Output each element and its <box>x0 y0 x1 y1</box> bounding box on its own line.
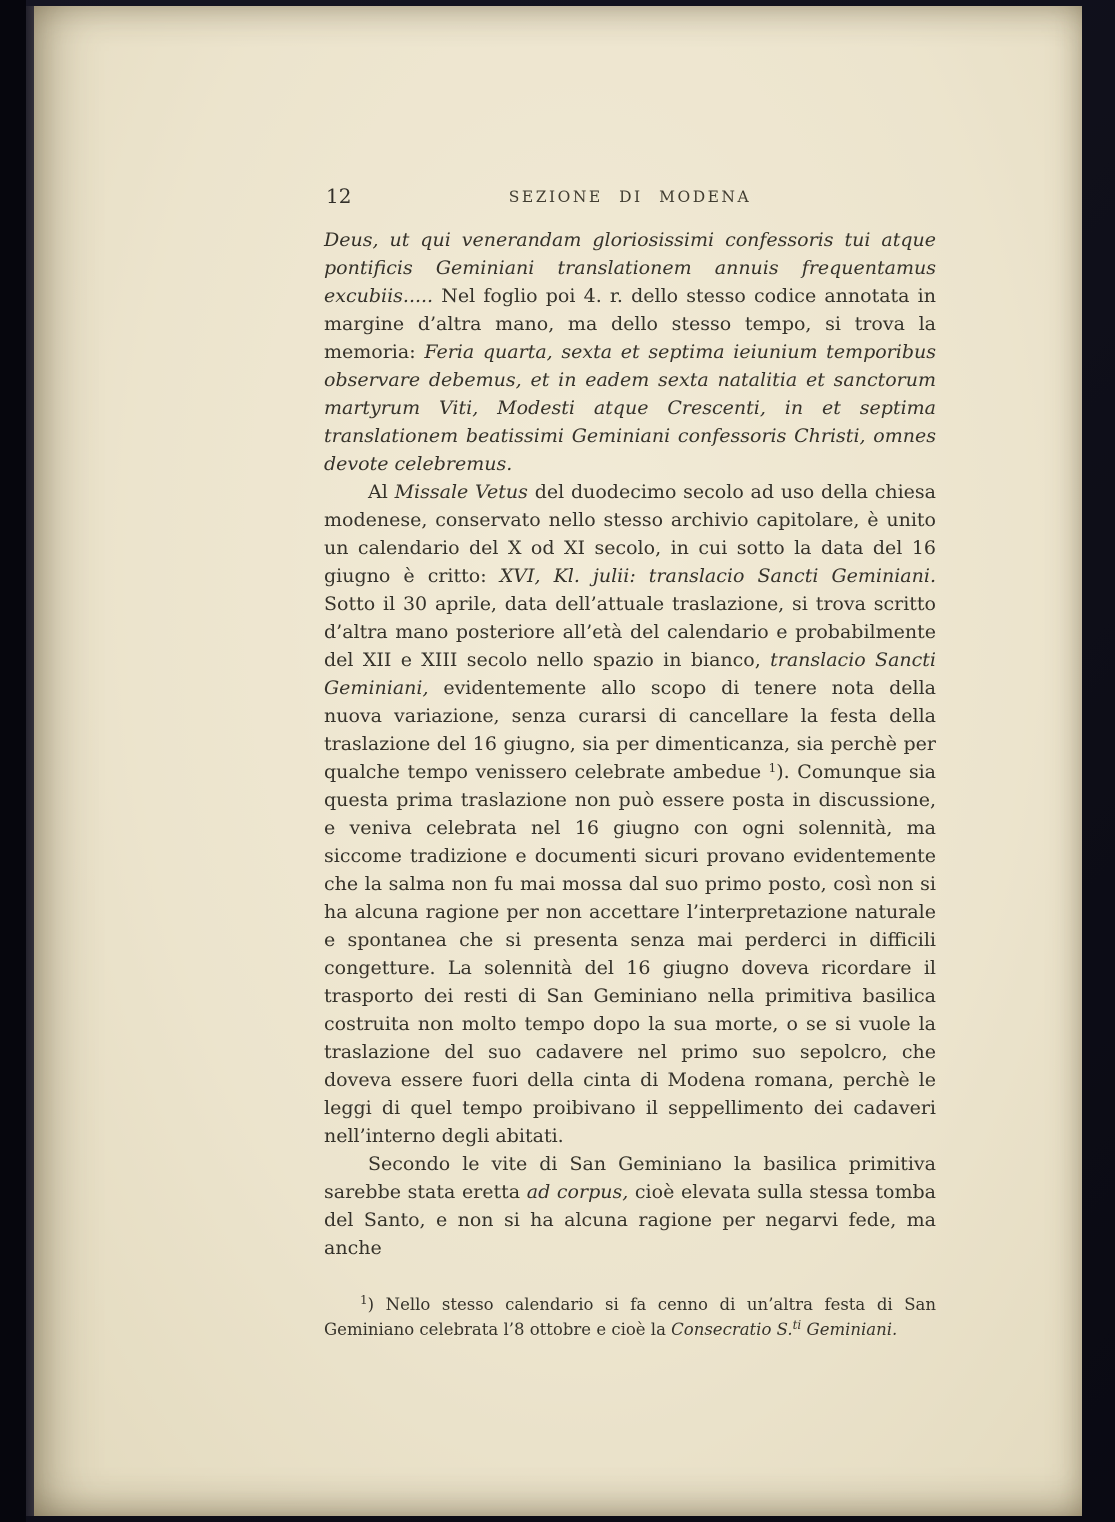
page-content <box>324 184 936 1342</box>
page-number: 12 <box>326 184 352 208</box>
text-segment: XVI, Kl. julii: translacio Sancti Geminiani. <box>499 565 936 587</box>
text-segment: ti <box>792 1318 802 1332</box>
text-segment: Geminiani. <box>801 1320 898 1339</box>
text-segment: Nel foglio poi 4. r. dello stesso codice annotata in margine d’altra mano, ma dello stesso tempo, si trova la memoria: <box>324 285 936 363</box>
text-segment: Secondo le vite di San Geminiano la basilica primitiva sarebbe stata eretta <box>324 1153 936 1203</box>
body-text <box>324 226 936 1262</box>
running-header: SEZIONE DI MODENA <box>508 188 752 206</box>
text-segment: Consecratio S. <box>671 1320 793 1339</box>
paragraph-3 <box>324 1150 936 1262</box>
text-segment: Sotto il 30 aprile, data dell’attuale traslazione, si trova scritto d’altra mano posteriore all’età del calendario e probabilmente del XII e XIII secolo nello spazio in bianco, <box>324 593 936 671</box>
text-segment: ad corpus, <box>526 1181 629 1203</box>
text-segment: ) Nello stesso calendario si fa cenno di un’altra festa di San Geminiano celebrata l’8 ottobre e cioè la <box>324 1295 936 1339</box>
text-segment: del duodecimo secolo ad uso della chiesa modenese, conservato nello stesso archivio capitolare, è unito un calendario del X od XI secolo, in cui sotto la data del 16 giugno è critto: <box>324 481 936 587</box>
footnote-marker: 1 <box>360 1293 368 1307</box>
page-stack-edge <box>26 6 34 1516</box>
text-segment: Feria quarta, sexta et septima ieiunium temporibus observare debemus, et in eadem sexta natalitia et sanctorum martyrum Viti, Modesti atque Crescenti, in et septima translationem beatissimi Geminiani confessoris Christi, omnes devote celebremus. <box>324 341 936 475</box>
text-segment: Al <box>368 481 395 503</box>
book-spine-shadow <box>0 0 26 1522</box>
paragraph-1 <box>324 226 936 478</box>
text-segment: cioè elevata sulla stessa tomba del Santo, e non si ha alcuna ragione per negarvi fede, ma anche <box>324 1181 936 1259</box>
footnote-reference-1: 1 <box>768 761 777 775</box>
page-header <box>324 184 936 216</box>
book-page <box>34 6 1082 1516</box>
text-segment: ). Comunque sia questa prima traslazione non può essere posta in discussione, e veniva celebrata nel 16 giugno con ogni solennità, ma siccome tradizione e documenti sicuri provano evidentemente che la salma non fu mai mossa dal suo primo posto, così non si ha alcuna ragione per non accettare l’interpretazione naturale e spontanea che si presenta senza mai perderci in difficili congetture. La solennità del 16 giugno doveva ricordare il trasporto dei resti di San Geminiano nella primitiva basilica costruita non molto tempo dopo la sua morte, o se si vuole la traslazione del suo cadavere nel primo suo sepolcro, che doveva essere fuori della cinta di Modena romana, perchè le leggi di quel tempo proibivano il seppellimento dei cadaveri nell’interno degli abitati. <box>324 761 936 1147</box>
paragraph-2 <box>324 478 936 1150</box>
text-segment: Missale Vetus <box>394 481 528 503</box>
text-segment: translacio Sancti Geminiani, <box>324 649 936 699</box>
text-segment: evidentemente allo scopo di tenere nota della nuova variazione, senza curarsi di cancellare la festa della traslazione del 16 giugno, sia per dimenticanza, sia perchè per qualche tempo venissero celebrate ambedue <box>324 677 936 783</box>
text-segment: Deus, ut qui venerandam gloriosissimi confessoris tui atque pontificis Geminiani translationem annuis frequentamus excubiis..... <box>324 229 936 307</box>
footnote <box>324 1292 936 1342</box>
